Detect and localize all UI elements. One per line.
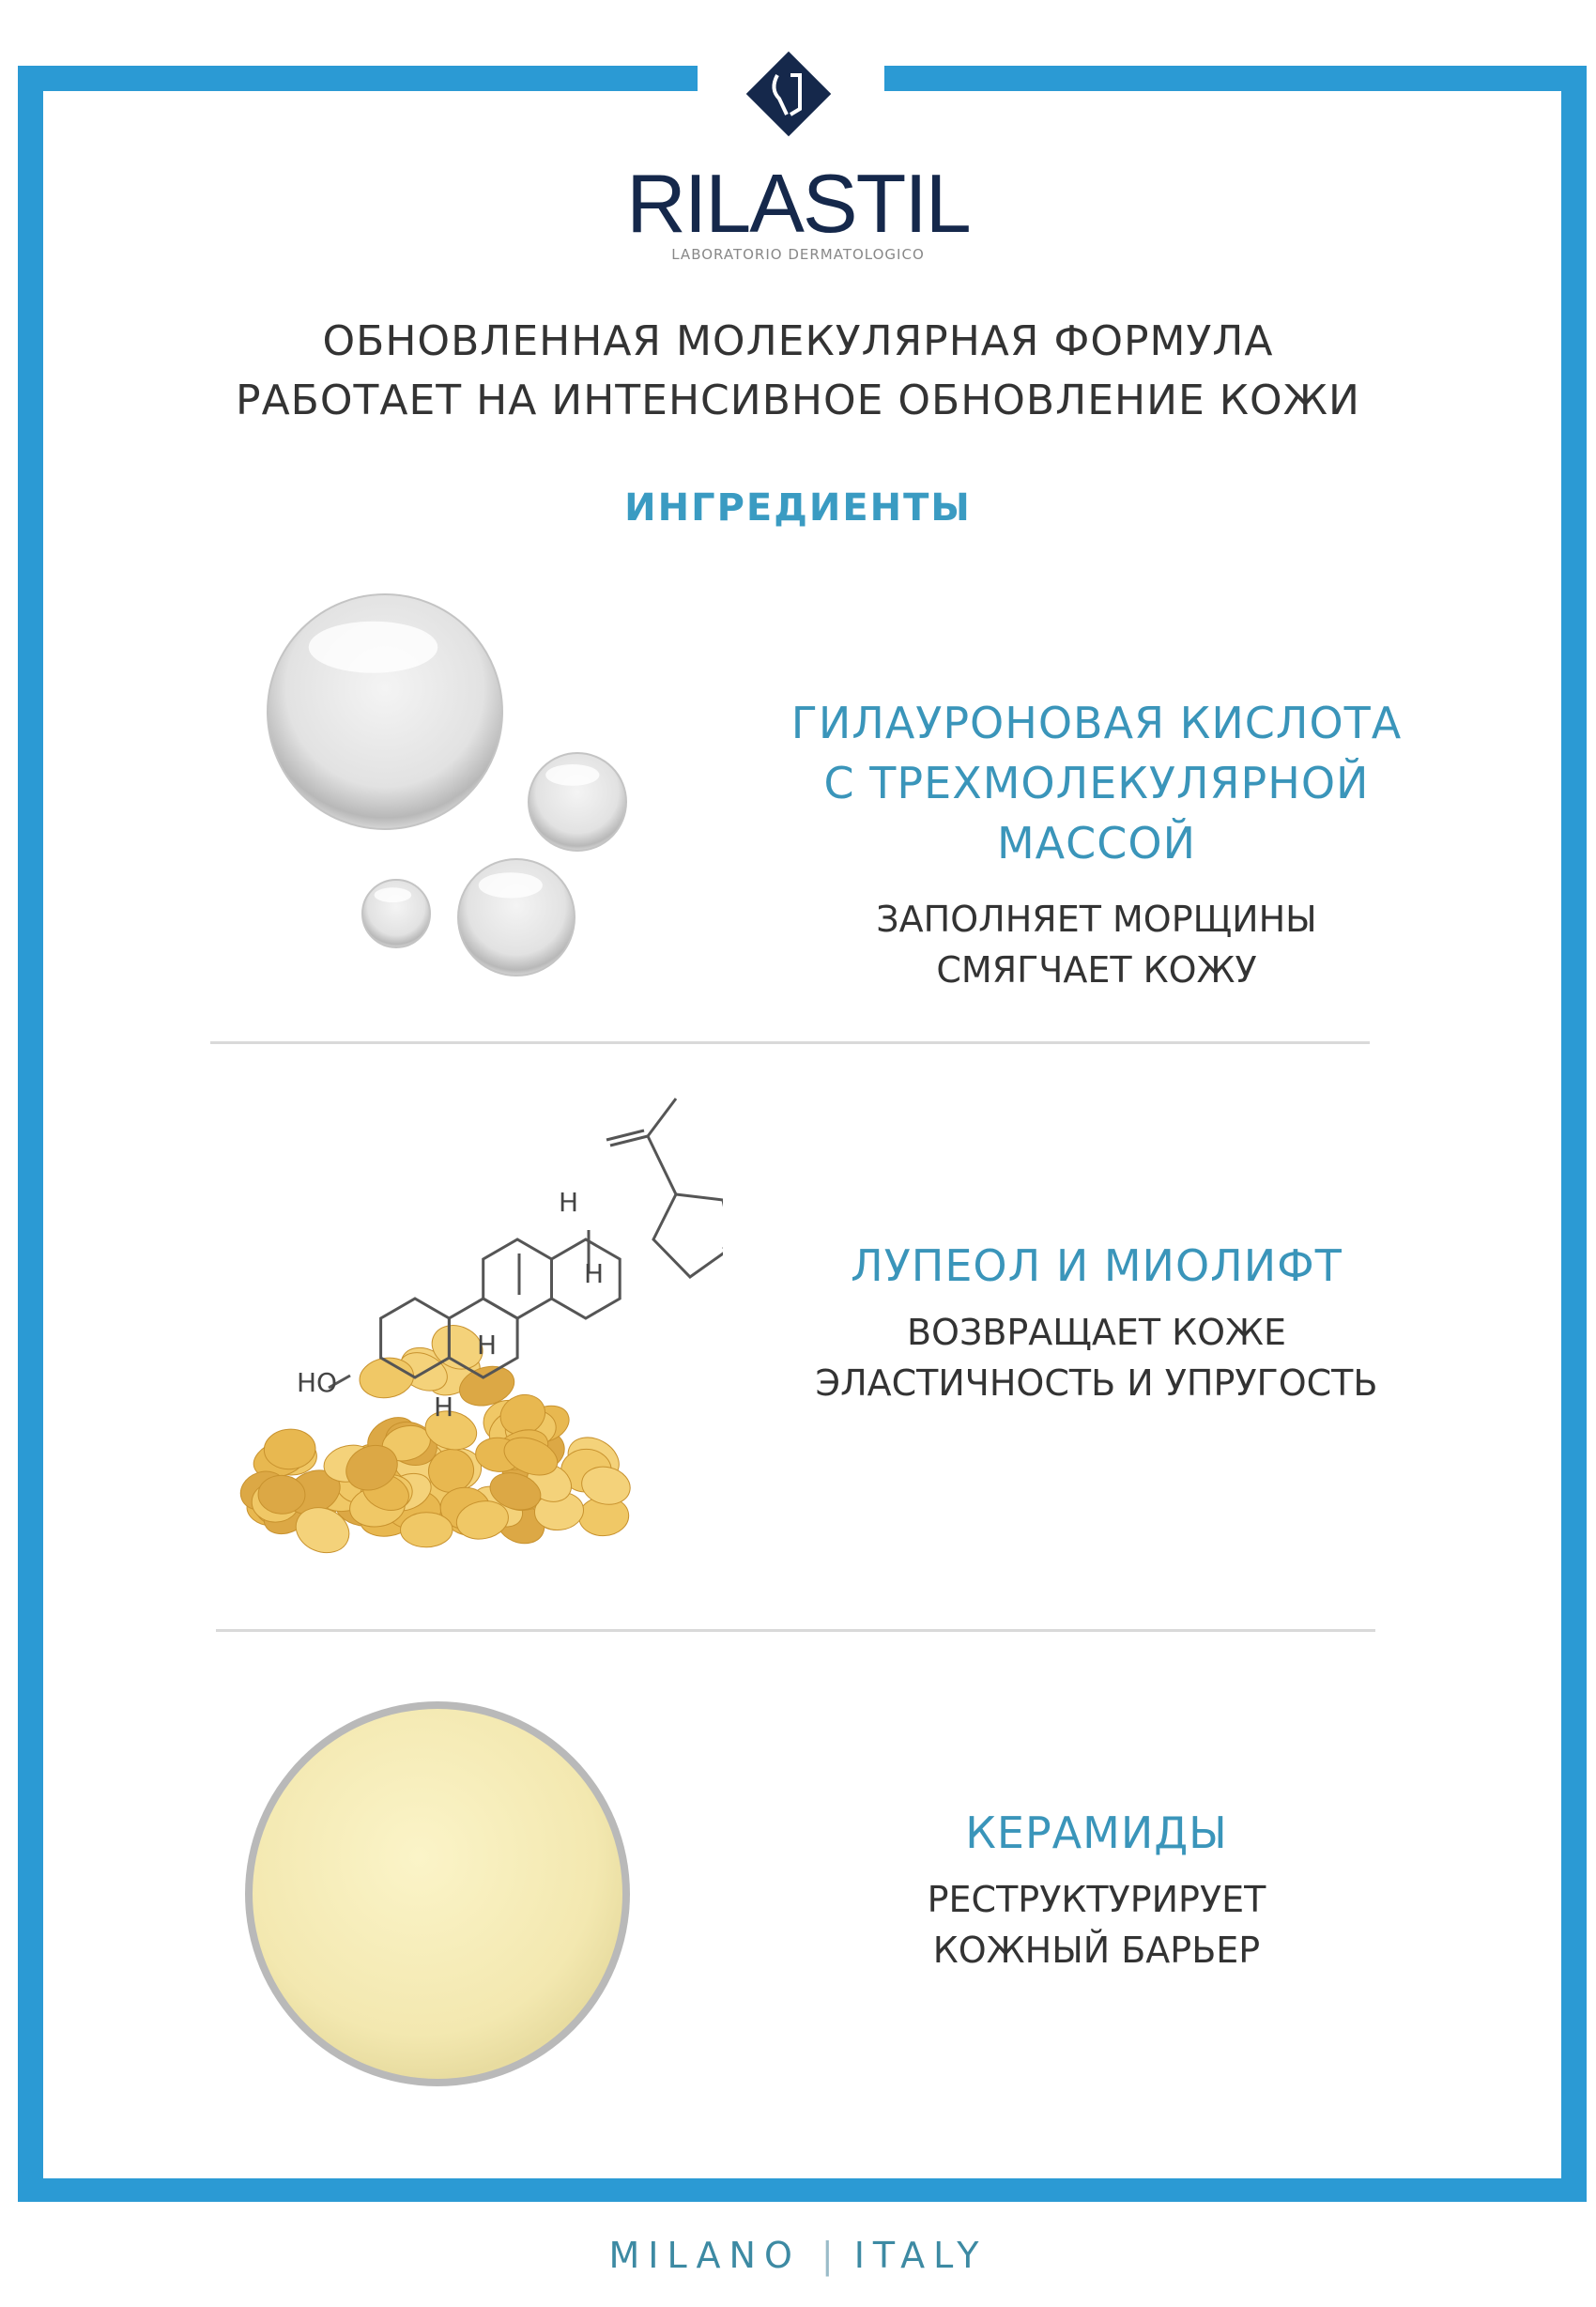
footer-separator: | [821,2235,834,2276]
droplet-highlight [309,622,438,673]
ingredient-benefit-line: СМЯГЧАЕТ КОЖУ [936,949,1257,991]
section-divider [210,1041,1370,1044]
molecule-h-label: H [434,1392,454,1423]
headline-line-2: РАБОТАЕТ НА ИНТЕНСИВНОЕ ОБНОВЛЕНИЕ КОЖИ [236,377,1360,424]
molecule-ho-label: HO [297,1367,338,1398]
ingredient-title-line: С ТРЕХМОЛЕКУЛЯРНОЙ [823,758,1370,808]
headline-line-1: ОБНОВЛЕННАЯ МОЛЕКУЛЯРНАЯ ФОРМУЛА [322,317,1274,365]
section-divider [216,1629,1375,1632]
molecule-h-label: H [559,1187,579,1218]
soybean [400,1512,453,1547]
ingredient-benefit [674,1874,1519,1976]
ingredient-benefit-line: КОЖНЫЙ БАРЬЕР [932,1930,1261,1971]
headline [0,312,1596,430]
molecule-h-label: H [477,1330,498,1361]
ingredient-benefit-line: РЕСТРУКТУРИРУЕТ [927,1879,1266,1920]
ingredient-benefit-line: ЗАПОЛНЯЕТ МОРЩИНЫ [876,899,1317,940]
ingredient-lupeol [674,1236,1519,1408]
footer-country: ITALY [853,2235,988,2276]
ingredient-title-line: ЛУПЕОЛ И МИОЛИФТ [851,1240,1343,1291]
ingredients-title: ИНГРЕДИЕНТЫ [624,486,972,530]
molecule-h-label: H [584,1258,605,1289]
droplet-highlight [375,887,412,902]
ingredient-title-line: ГИЛАУРОНОВАЯ КИСЛОТА [790,698,1403,748]
logo-diamond-icon [742,47,836,141]
ingredient-benefit [674,894,1519,995]
molecule-bond [648,1099,676,1136]
ingredient-title [674,693,1519,873]
ingredient-hyaluronic [674,693,1519,995]
droplet-highlight [479,872,543,898]
molecule-bond [648,1136,676,1194]
footer-city: MILANO [608,2235,801,2276]
brand-tagline: LABORATORIO DERMATOLOGICO [671,246,925,263]
droplet-highlight [545,764,599,786]
ingredient-ceramides [674,1803,1519,1976]
water-droplets-image [235,563,704,986]
ingredient-benefit-line: ЭЛАСТИЧНОСТЬ И УПРУГОСТЬ [815,1362,1378,1404]
ingredient-title-line: МАССОЙ [996,818,1196,869]
ingredient-title-line: КЕРАМИДЫ [965,1807,1228,1858]
ingredient-benefit-line: ВОЗВРАЩАЕТ КОЖЕ [906,1312,1286,1353]
lupeol-molecule-soybeans-image [235,1089,723,1559]
footer-location [0,2235,1596,2276]
molecule-ring [483,1239,552,1318]
brand-logo [0,0,1596,272]
ingredient-title [674,1803,1519,1863]
ingredient-benefit [674,1307,1519,1408]
frame-bottom [18,2178,1587,2202]
brand-name: RILASTIL [626,157,970,250]
ingredient-title [674,1236,1519,1296]
ceramide-cream-dish-image [231,1687,644,2100]
